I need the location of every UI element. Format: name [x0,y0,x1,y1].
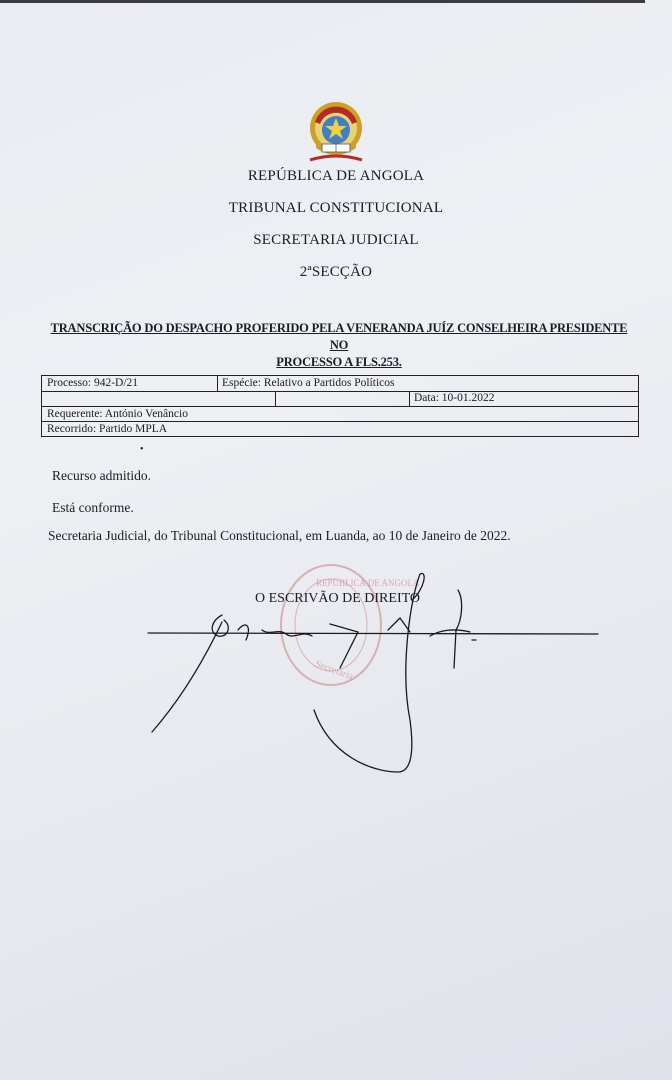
angola-emblem-icon [302,100,370,164]
table-divider [42,421,638,422]
process-date: Data: 10-01.2022 [414,392,495,404]
table-divider [42,406,638,407]
court-seal [276,560,420,690]
applicant: Requerente: António Venâncio [47,408,188,420]
table-divider [42,391,638,392]
svg-text:REPÚBLICA DE ANGOLA: REPÚBLICA DE ANGOLA [316,578,420,588]
respondent: Recorrido: Partido MPLA [47,423,168,435]
svg-text:Secretaria: Secretaria [313,658,355,683]
decision-text: Recurso admitido. [52,468,151,483]
transcription-title-line-1: TRANSCRIÇÃO DO DESPACHO PROFERIDO PELA VENERANDA JUÍZ CONSELHEIRA PRESIDENTE NO [50,321,628,352]
republic-title: REPÚBLICA DE ANGOLA [247,168,425,184]
place-date-text: Secretaria Judicial, do Tribunal Constitucional, em Luanda, ao 10 de Janeiro de 2022. [48,528,511,543]
transcription-title-line-2: PROCESSO A FLS.253. [276,355,402,369]
process-type: Espécie: Relativo a Partidos Políticos [222,377,395,389]
secretariat-title: SECRETARIA JUDICIAL [253,232,419,248]
court-title: TRIBUNAL CONSTITUCIONAL [228,200,444,216]
clerk-signature-label: O ESCRIVÃO DE DIREITO [255,591,421,606]
table-divider [409,391,410,406]
process-number: Processo: 942-D/21 [47,377,139,389]
transcription-title [44,320,634,371]
table-divider [217,376,218,391]
stray-mark: • [140,444,144,455]
top-edge [0,0,645,3]
conformity-text: Está conforme. [52,500,134,515]
section-title: 2ªSECÇÃO [299,264,373,280]
process-table [41,375,639,437]
table-divider [275,391,276,406]
